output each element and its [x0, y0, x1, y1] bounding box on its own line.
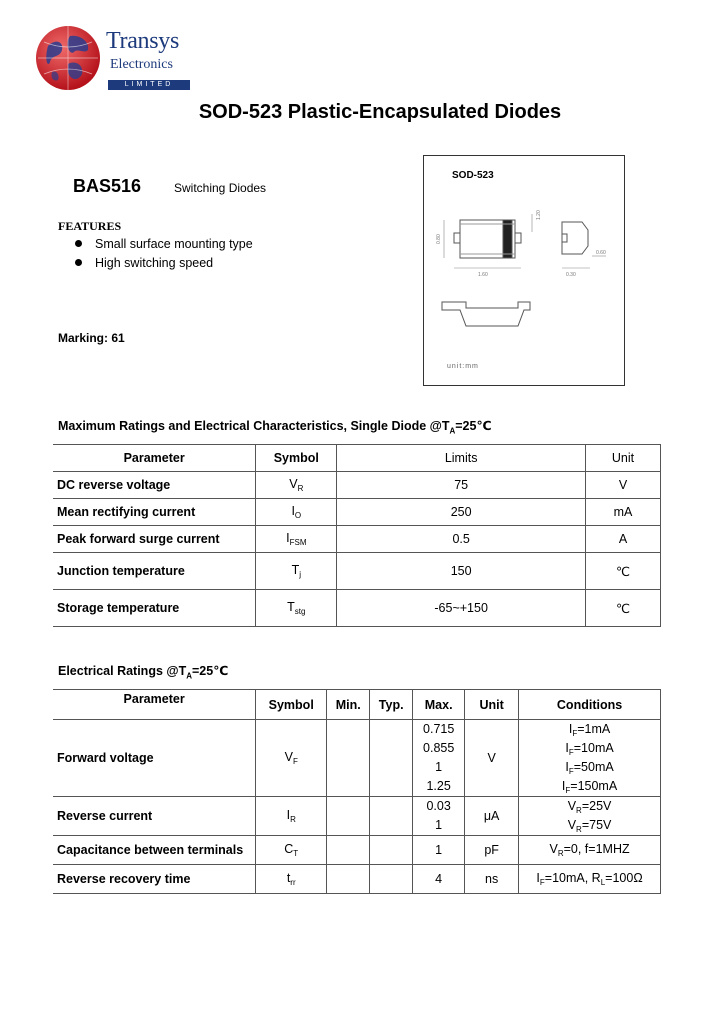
- table-row: Capacitance between terminals $C_T$ 1 pF $V_R=0$, f=1MHZ: [53, 836, 661, 865]
- features-heading: FEATURES: [58, 219, 122, 233]
- company-logo-globe-icon: [34, 24, 102, 92]
- header-parameter: Parameter: [53, 445, 256, 472]
- company-limited-badge: LIMITED: [108, 80, 190, 90]
- header-unit: Unit: [465, 690, 519, 720]
- header-min: Min.: [327, 690, 370, 720]
- max-ratings-table: [53, 444, 661, 627]
- table-row: DC reverse voltage $V_R$ 75 V: [53, 472, 661, 499]
- header-max: Max.: [413, 690, 465, 720]
- table-row: Reverse recovery time $t_{rr}$ 4 ns $I_F=10mA$, $R_L=100\Omega$: [53, 865, 661, 894]
- feature-item: High switching speed: [75, 256, 213, 270]
- header-parameter: Parameter: [53, 690, 256, 720]
- package-label: SOD-523: [452, 170, 494, 181]
- marking-code: Marking: 61: [58, 331, 125, 345]
- header-conditions: Conditions: [519, 690, 661, 720]
- svg-text:0.60: 0.60: [596, 250, 606, 256]
- bullet-icon: [75, 259, 82, 266]
- svg-text:0.30: 0.30: [566, 272, 576, 278]
- company-name: Transys: [106, 28, 180, 54]
- bullet-icon: [75, 240, 82, 247]
- part-description: Switching Diodes: [174, 181, 267, 195]
- table-row: Storage temperature $T_{stg}$ -65~+150 ℃: [53, 590, 661, 627]
- max-ratings-title: Maximum Ratings and Electrical Characteristics, Single Diode $@T_A=25℃$: [58, 419, 492, 436]
- part-number: BAS516: [73, 176, 142, 196]
- electrical-ratings-title: Electrical Ratings $@T_A=25℃$: [58, 664, 229, 681]
- table-row: Forward voltage $V_F$ 0.715 0.855 1 1.25 V $I_F=1mA$ $I_F=10mA$ $I_F=50mA$ $I_F=150mA$: [53, 720, 661, 797]
- header-typ: Typ.: [370, 690, 413, 720]
- svg-text:1.60: 1.60: [478, 272, 488, 278]
- document-title: SOD-523 Plastic-Encapsulated Diodes: [198, 101, 562, 123]
- header-symbol: Symbol: [256, 690, 327, 720]
- svg-text:0.80: 0.80: [436, 234, 442, 244]
- table-row: Junction temperature $T_j$ 150 ℃: [53, 553, 661, 590]
- table-row: Mean rectifying current $I_O$ 250 mA: [53, 499, 661, 526]
- header-limits: Limits: [337, 445, 586, 472]
- svg-text:1.20: 1.20: [536, 210, 542, 220]
- header-symbol: Symbol: [256, 445, 337, 472]
- table-row: Peak forward surge current $I_{FSM}$ 0.5 A: [53, 526, 661, 553]
- feature-item: Small surface mounting type: [75, 237, 253, 251]
- table-header-row: [53, 690, 661, 720]
- table-header-row: [53, 445, 661, 472]
- table-row: Reverse current $I_R$ 0.03 1 μA $V_R=25V$ $V_R=75V$: [53, 797, 661, 836]
- company-subtitle: Electronics: [110, 57, 173, 72]
- package-outline-drawing: [430, 200, 620, 350]
- package-unit-note: unit:mm: [447, 363, 479, 370]
- header-unit: Unit: [586, 445, 661, 472]
- electrical-ratings-table: [53, 689, 661, 894]
